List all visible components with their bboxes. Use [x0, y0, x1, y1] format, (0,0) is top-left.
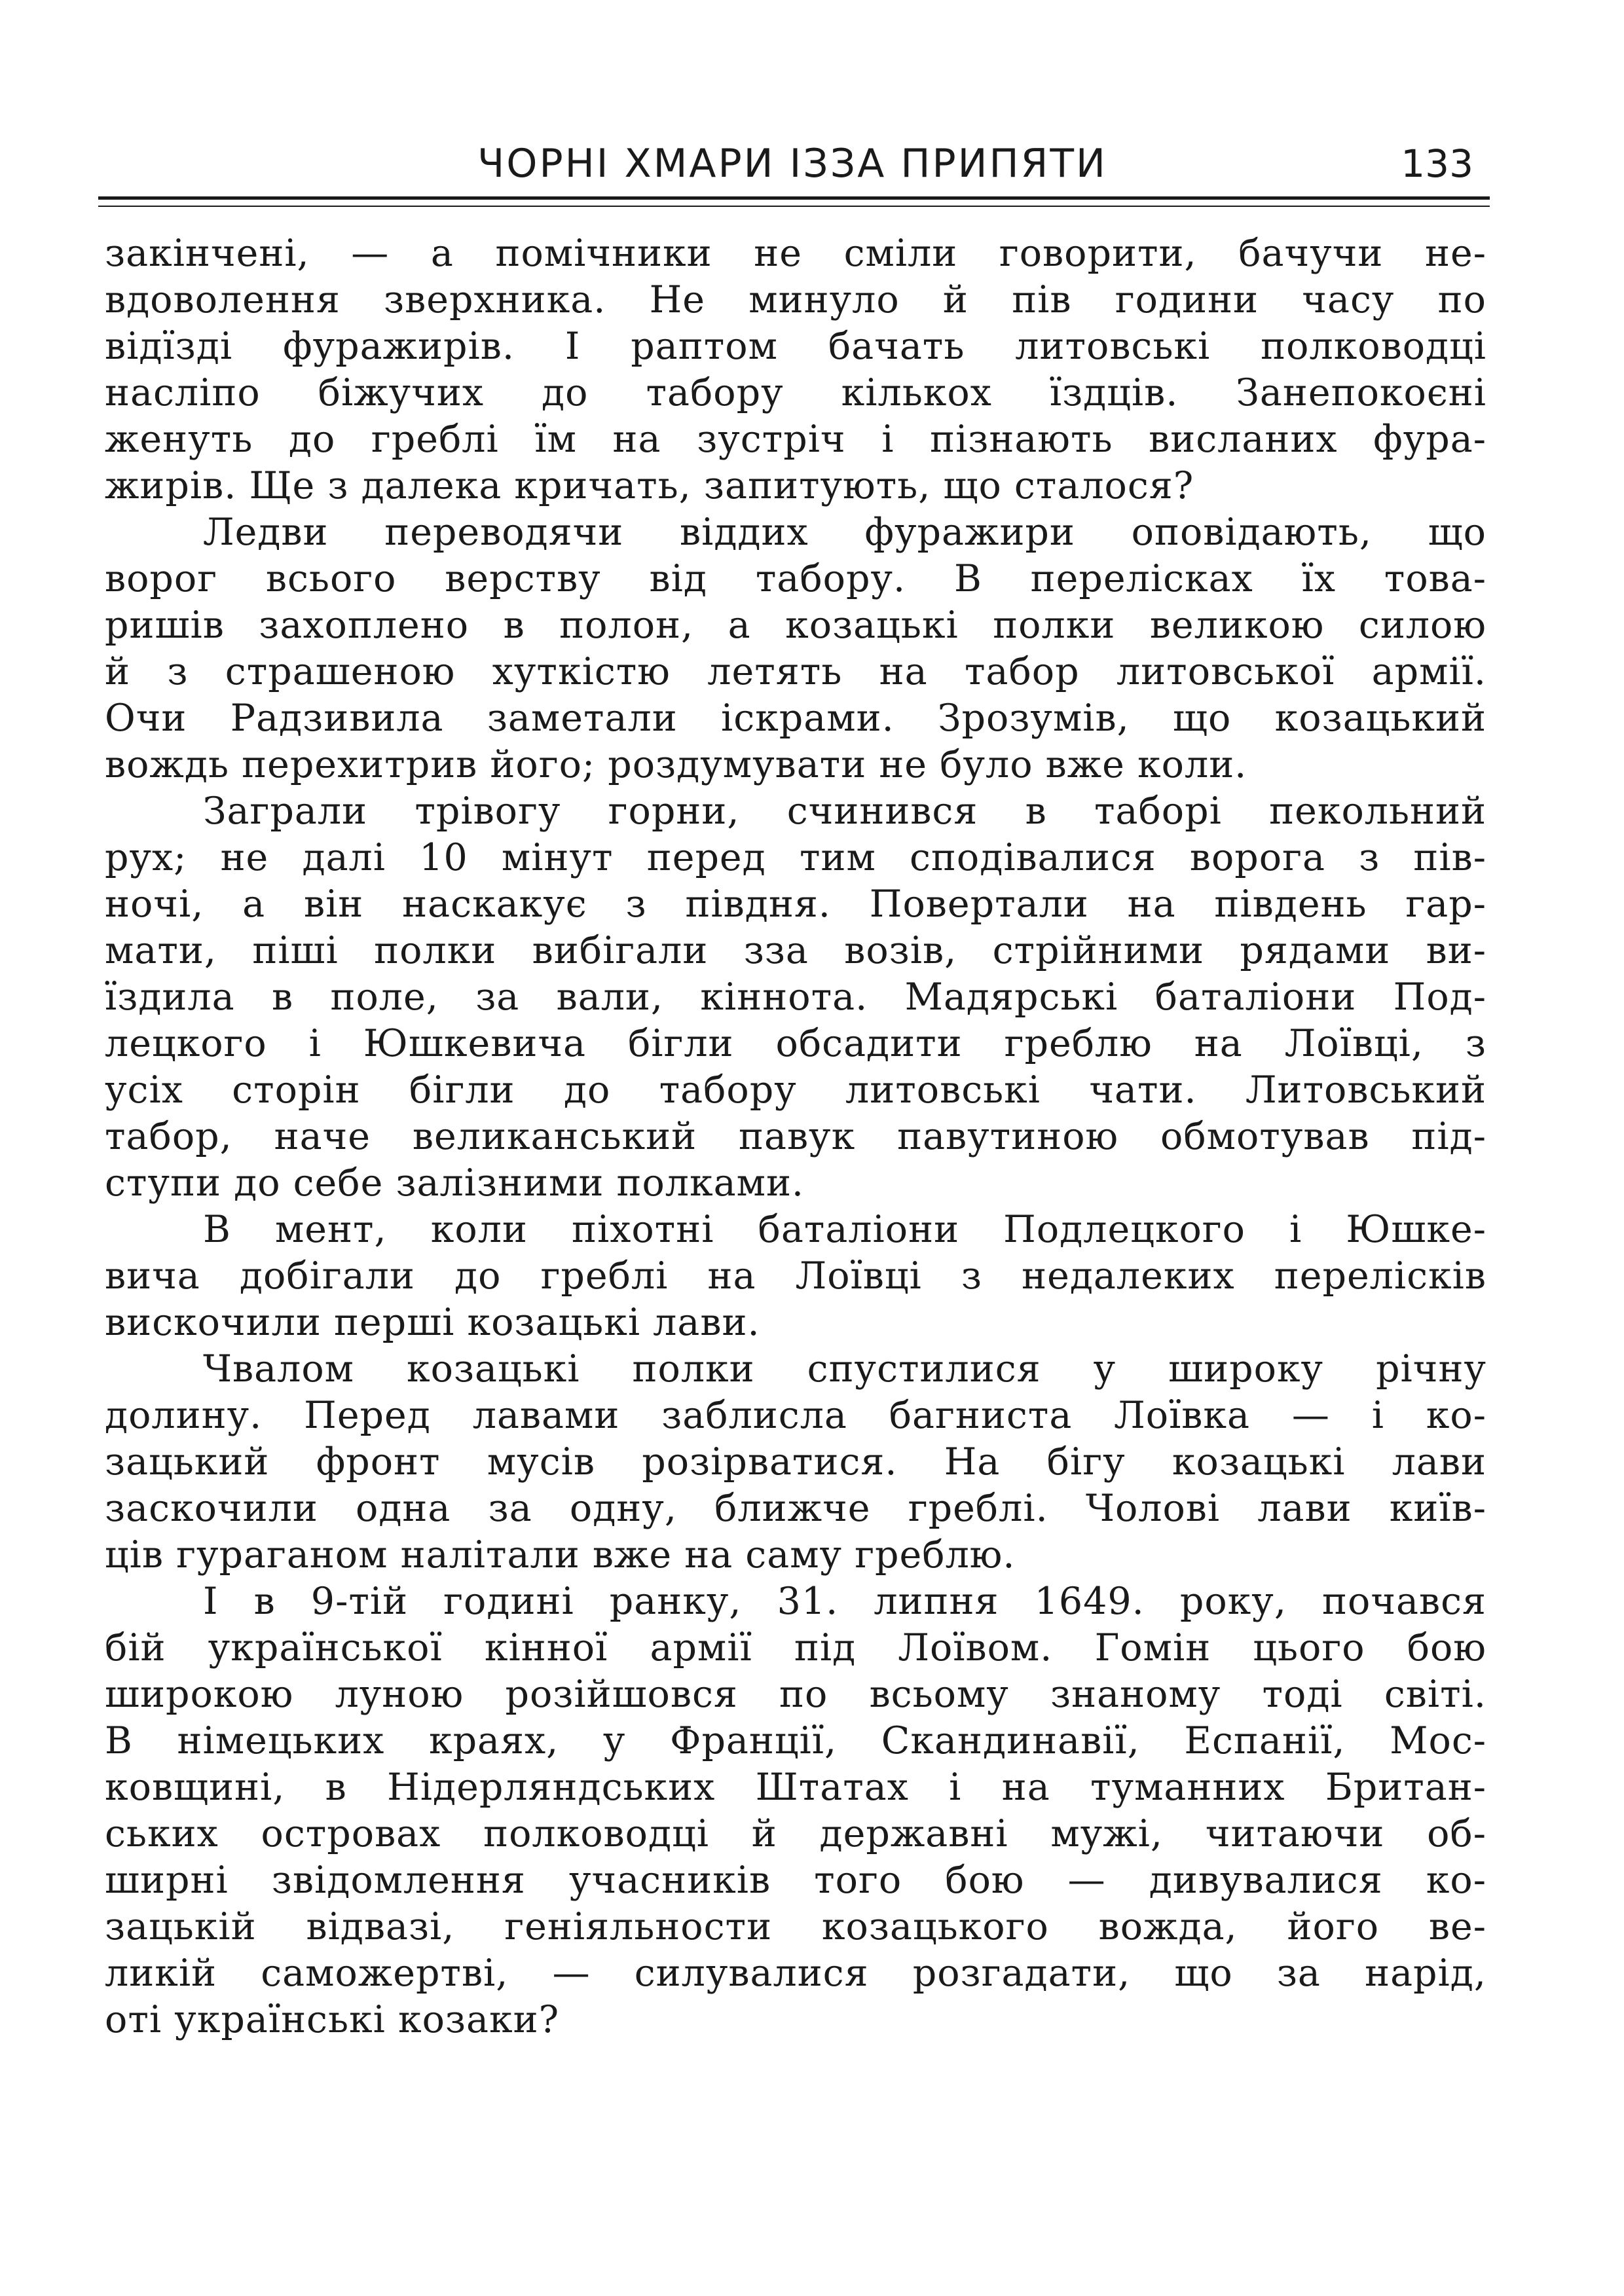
text-line: Заграли трівогу горни, счинився в таборі пекольний [203, 790, 1486, 833]
page-number: 133 [1401, 141, 1473, 186]
text-line: ців гураганом налітали вже на саму греблю. [105, 1533, 1016, 1576]
paragraph [105, 230, 1486, 509]
text-line: оті українські козаки? [105, 1998, 560, 2041]
text-line: табор, наче великанський павук павутиною обмотував під- [105, 1115, 1486, 1158]
text-line: ворог всього верству від табору. В перелісках їх това- [105, 557, 1486, 600]
body-text [105, 230, 1486, 2043]
text-line: В мент, коли піхотні баталіони Подлецкого і Юшке- [203, 1208, 1486, 1251]
text-line: вдоволення зверхника. Не минуло й пів години часу по [105, 278, 1486, 321]
running-title: ЧОРНІ ХМАРИ ІЗЗА ПРИПЯТИ [477, 141, 1107, 187]
text-line: широкою луною розійшовся по всьому знаному тоді світі. [105, 1673, 1486, 1716]
text-line: відїзді фуражирів. І раптом бачать литовські полководці [105, 325, 1486, 368]
text-line: ських островах полководці й державні мужі, читаючи об- [105, 1812, 1486, 1855]
text-line: ночі, а він наскакує з півдня. Повертали на південь гар- [105, 883, 1486, 926]
text-line: лецкого і Юшкевича бігли обсадити греблю на Лоївці, з [105, 1022, 1486, 1065]
text-line: ликій саможертві, — силувалися розгадати, що за нарід, [105, 1952, 1486, 1995]
paragraph [105, 1346, 1486, 1578]
text-line: вича добігали до греблі на Лоївці з недалеких перелісків [105, 1254, 1486, 1298]
text-line: Очи Радзивила заметали іскрами. Зрозумів, що козацький [105, 697, 1486, 740]
paragraph [105, 1578, 1486, 2043]
text-line: заскочили одна за одну, ближче греблі. Чолові лави київ- [105, 1487, 1486, 1530]
text-line: насліпо біжучих до табору кількох їздців. Занепокоєні [105, 371, 1486, 414]
text-line: закінчені, — а помічники не сміли говорити, бачучи не- [105, 232, 1486, 275]
header-rule-thin [98, 206, 1490, 207]
text-line: женуть до греблі їм на зустріч і пізнають висланих фура- [105, 418, 1486, 461]
text-line: Чвалом козацькі полки спустилися у широку річну [203, 1347, 1486, 1391]
text-line: їздила в поле, за вали, кіннота. Мадярські баталіони Под- [105, 975, 1486, 1019]
text-line: долину. Перед лавами заблисла багниста Лоївка — і ко- [105, 1394, 1486, 1437]
text-line: рух; не далі 10 мінут перед тим сподівалися ворога з пів- [105, 836, 1486, 879]
text-line: ришів захоплено в полон, а козацькі полки великою силою [105, 604, 1486, 647]
paragraph [105, 788, 1486, 1207]
text-line: В німецьких краях, у Франції, Скандинавії, Еспанії, Мос- [105, 1719, 1486, 1762]
text-line: Ледви переводячи віддих фуражири оповідають, що [203, 511, 1486, 554]
text-line: й з страшеною хуткістю летять на табор литовської армії. [105, 650, 1486, 693]
text-line: зацький фронт мусів розірватися. На бігу козацькі лави [105, 1440, 1486, 1484]
text-line: І в 9-тій годині ранку, 31. липня 1649. року, почався [203, 1580, 1486, 1623]
page-header [98, 137, 1486, 193]
text-line: вождь перехитрив його; роздумувати не було вже коли. [105, 743, 1247, 786]
text-line: жирів. Ще з далека кричать, запитують, що сталося? [105, 464, 1194, 507]
paragraph [105, 1207, 1486, 1346]
text-line: вискочили перші козацькі лави. [105, 1301, 760, 1344]
text-line: ступи до себе залізними полками. [105, 1161, 805, 1205]
text-line: ширні звідомлення учасників того бою — дивувалися ко- [105, 1859, 1486, 1902]
paragraph [105, 509, 1486, 788]
text-line: усіх сторін бігли до табору литовські чати. Литовський [105, 1068, 1486, 1112]
text-line: ковщині, в Нідерляндських Штатах і на туманних Британ- [105, 1766, 1486, 1809]
header-rule-thick [98, 196, 1490, 200]
text-line: зацькій відвазі, геніяльности козацького вожда, його ве- [105, 1905, 1486, 1948]
text-line: мати, піші полки вибігали зза возів, стрійними рядами ви- [105, 929, 1486, 972]
text-line: бій української кінної армії під Лоївом. Гомін цього бою [105, 1626, 1486, 1669]
